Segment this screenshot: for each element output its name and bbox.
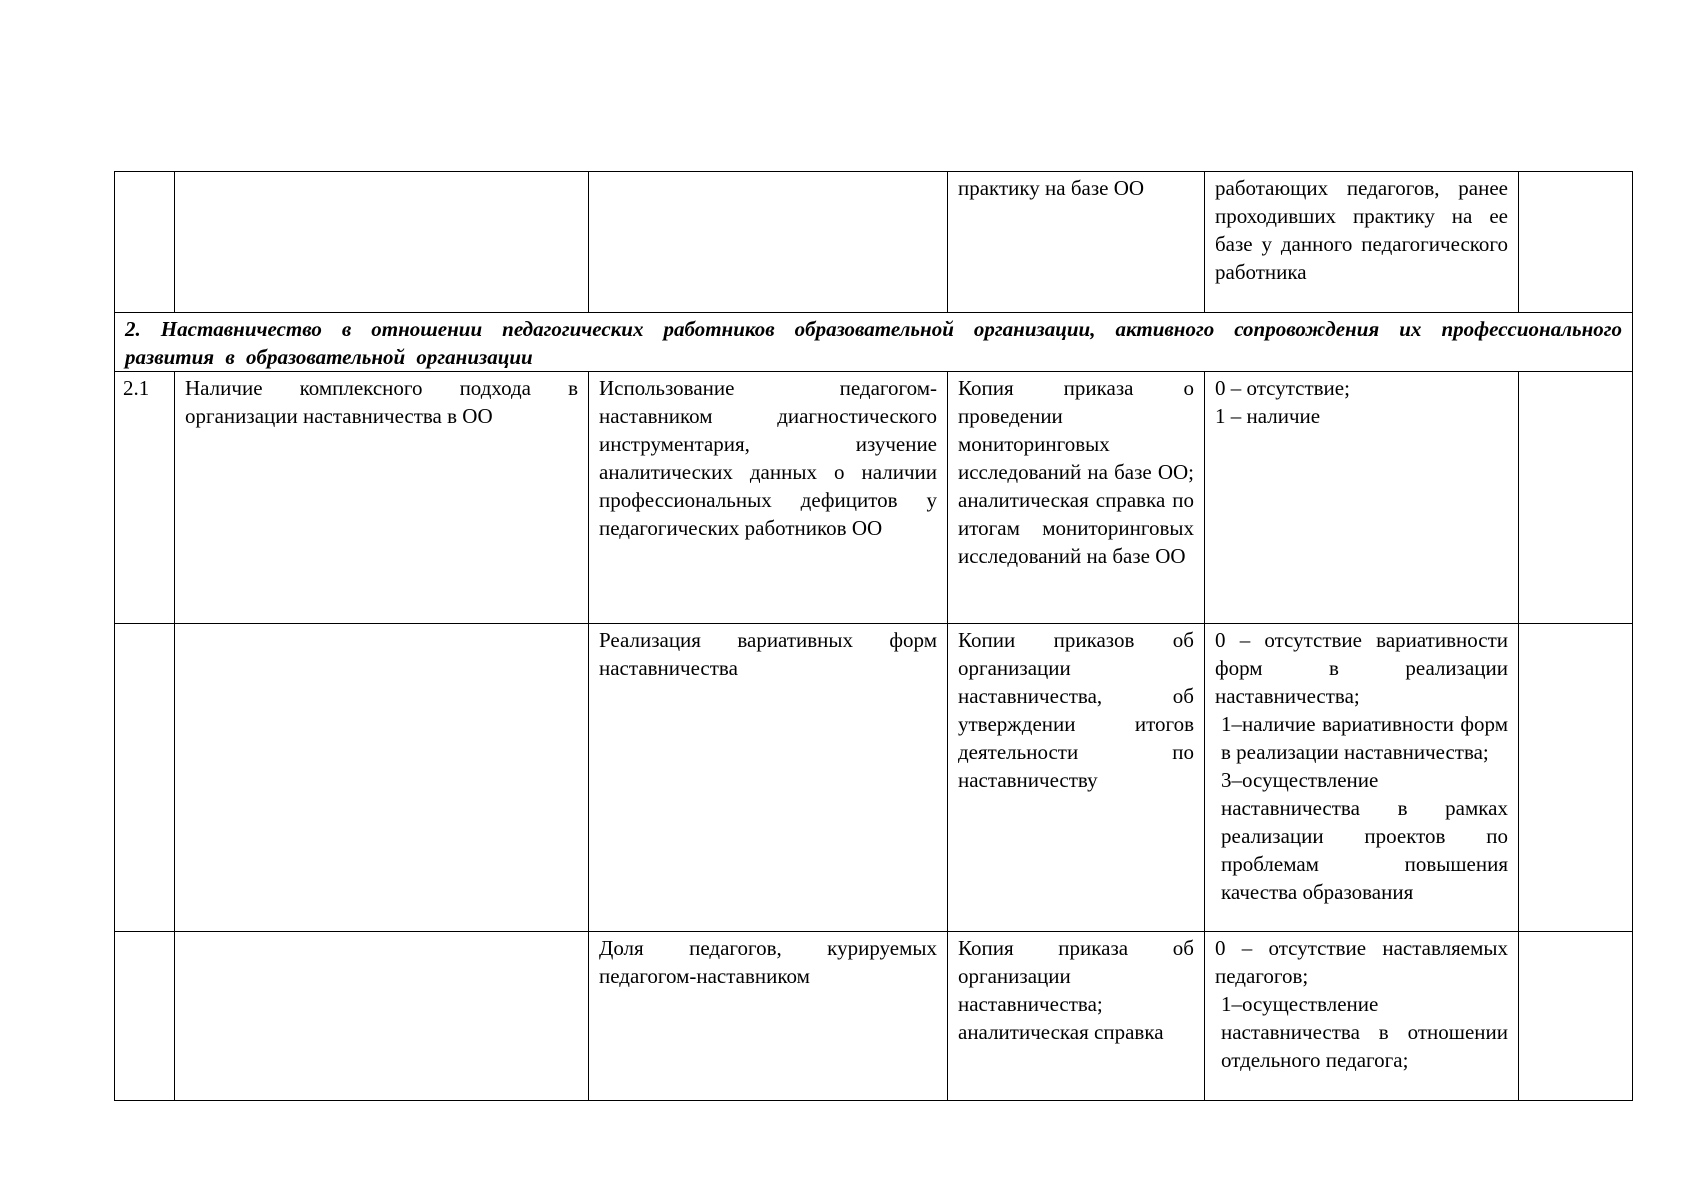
criterion-text: Реализация вариативных форм наставничества [599, 628, 937, 680]
indicator-cell [175, 172, 589, 313]
score-line: 1 – наличие [1215, 404, 1321, 428]
criteria-table [114, 171, 1633, 1101]
row-number-cell [115, 624, 175, 932]
empty-cell [1519, 932, 1633, 1101]
score-line: 0 – отсутствие вариативности форм в реализации наставничества; [1215, 628, 1508, 708]
score-line: 1–осуществление наставничества в отношении отдельного педагога; [1221, 992, 1508, 1072]
evidence-cell [948, 624, 1205, 932]
evidence-cell [948, 372, 1205, 624]
score-cell [1205, 932, 1519, 1101]
table-row [115, 372, 1633, 624]
indicator-cell [175, 624, 589, 932]
indicator-text: Наличие комплексного подхода в организации наставничества в ОО [185, 376, 578, 428]
score-cell [1205, 172, 1519, 313]
empty-cell [1519, 624, 1633, 932]
table-row [115, 624, 1633, 932]
criterion-cell [589, 624, 948, 932]
indicator-cell [175, 372, 589, 624]
evidence-cell [948, 172, 1205, 313]
criterion-text: Использование педагогом-наставником диагностического инструментария, изучение аналитических данных о наличии профессиональных дефицитов у педагогических работников ОО [599, 376, 937, 540]
evidence-text: Копия приказа о проведении мониторинговых исследований на базе ОО; аналитическая справка по итогам мониторинговых исследований на базе ОО [958, 376, 1194, 568]
evidence-text: Копии приказов об организации наставничества, об утверждении итогов деятельности по наставничеству [958, 628, 1194, 792]
evidence-text: практику на базе ОО [958, 176, 1145, 200]
empty-cell [1519, 372, 1633, 624]
row-number-cell [115, 172, 175, 313]
criterion-cell [589, 372, 948, 624]
evidence-text: Копия приказа об организации наставничества; аналитическая справка [958, 936, 1194, 1044]
score-line: 0 – отсутствие; [1215, 376, 1350, 400]
row-number: 2.1 [123, 376, 150, 400]
criterion-cell [589, 932, 948, 1101]
row-number-cell [115, 932, 175, 1101]
criterion-text: Доля педагогов, курируемых педагогом-наставником [599, 936, 937, 988]
score-line: 1–наличие вариативности форм в реализации наставничества; [1221, 712, 1508, 764]
table-row [115, 932, 1633, 1101]
evidence-cell [948, 932, 1205, 1101]
row-number-cell [115, 372, 175, 624]
score-cell [1205, 372, 1519, 624]
table-row [115, 172, 1633, 313]
empty-cell [1519, 172, 1633, 313]
section-heading: 2. Наставничество в отношении педагогических работников образовательной организации, активного сопровождения их профессионального развития в образовательной организации [115, 313, 1633, 372]
score-cell [1205, 624, 1519, 932]
score-line: 3–осуществление наставничества в рамках реализации проектов по проблемам повышения качества образования [1221, 768, 1508, 904]
score-text: работающих педагогов, ранее проходивших практику на ее базе у данного педагогического работника [1215, 176, 1508, 284]
score-line: 0 – отсутствие наставляемых педагогов; [1215, 936, 1508, 988]
criterion-cell [589, 172, 948, 313]
indicator-cell [175, 932, 589, 1101]
section-heading-row [115, 313, 1633, 372]
